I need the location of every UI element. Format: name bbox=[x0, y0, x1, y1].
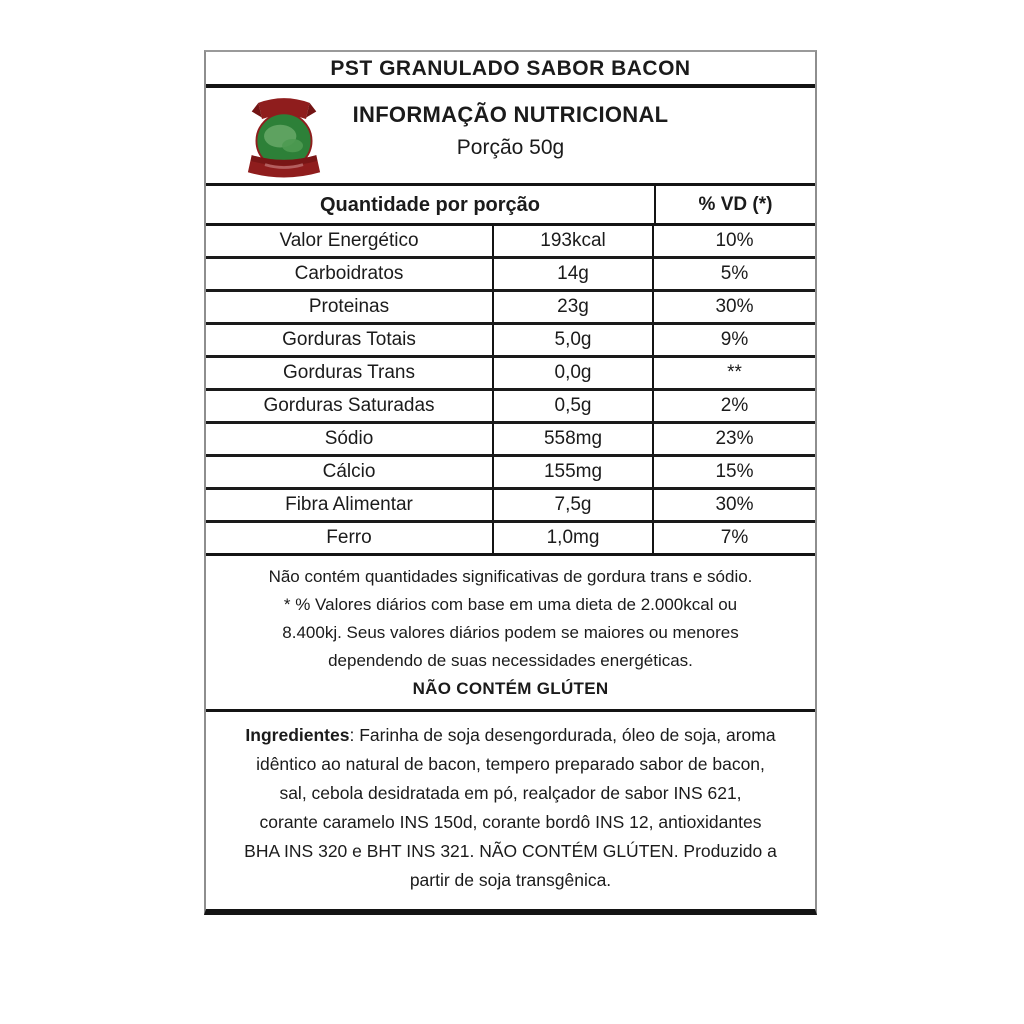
table-row bbox=[206, 490, 815, 523]
gluten-free-statement: NÃO CONTÉM GLÚTEN bbox=[412, 679, 609, 698]
nutrient-amount: 14g bbox=[494, 259, 654, 289]
serving-size: Porção 50g bbox=[456, 136, 565, 159]
ingredients-line: sal, cebola desidratada em pó, realçador de sabor INS 621, bbox=[279, 783, 742, 803]
nutrient-amount: 0,5g bbox=[494, 391, 654, 421]
table-row bbox=[206, 292, 815, 325]
nutrient-amount: 1,0mg bbox=[494, 523, 654, 553]
nutrient-amount: 155mg bbox=[494, 457, 654, 487]
nutrient-dv: 7% bbox=[720, 527, 749, 548]
table-row bbox=[206, 457, 815, 490]
table-row bbox=[206, 391, 815, 424]
nutrient-dv: ** bbox=[727, 362, 742, 383]
footnote-line: 8.400kj. Seus valores diários podem se maiores ou menores bbox=[282, 623, 739, 642]
ingredients-line: BHA INS 320 e BHT INS 321. NÃO CONTÉM GLÚTEN. Produzido a bbox=[244, 841, 777, 861]
nutrient-name: Sódio bbox=[206, 424, 494, 454]
ingredients-label: Ingredientes bbox=[245, 725, 350, 745]
nutrient-amount: 0,0g bbox=[494, 358, 654, 388]
nutrition-table bbox=[206, 186, 815, 556]
table-row bbox=[206, 358, 815, 391]
column-header-dv: % VD (*) bbox=[698, 194, 773, 215]
daily-values-footnote bbox=[206, 556, 815, 712]
nutrient-amount: 7,5g bbox=[494, 490, 654, 520]
nutrient-name: Ferro bbox=[206, 523, 494, 553]
ingredients-text: : Farinha de soja desengordurada, óleo de soja, aroma bbox=[349, 725, 776, 745]
brand-badge-icon bbox=[246, 95, 322, 183]
nutrition-info-title: INFORMAÇÃO NUTRICIONAL bbox=[352, 102, 669, 127]
nutrient-dv: 2% bbox=[720, 395, 749, 416]
product-title: PST GRANULADO SABOR BACON bbox=[206, 52, 815, 88]
nutrient-amount: 558mg bbox=[494, 424, 654, 454]
footnote-line: dependendo de suas necessidades energéticas. bbox=[328, 651, 693, 670]
nutrient-name: Cálcio bbox=[206, 457, 494, 487]
ingredients-line: idêntico ao natural de bacon, tempero preparado sabor de bacon, bbox=[256, 754, 765, 774]
ingredients-line: partir de soja transgênica. bbox=[409, 870, 612, 890]
ingredients-section bbox=[206, 712, 815, 909]
table-row bbox=[206, 325, 815, 358]
nutrient-name: Gorduras Saturadas bbox=[206, 391, 494, 421]
nutrient-name: Fibra Alimentar bbox=[206, 490, 494, 520]
footnote-line: * % Valores diários com base em uma dieta de 2.000kcal ou bbox=[283, 595, 738, 614]
nutrient-dv: 9% bbox=[720, 329, 749, 350]
nutrient-dv: 10% bbox=[715, 230, 754, 251]
nutrition-label bbox=[204, 50, 817, 915]
nutrient-dv: 23% bbox=[715, 428, 754, 449]
nutrient-name: Gorduras Totais bbox=[206, 325, 494, 355]
footnote-line: Não contém quantidades significativas de gordura trans e sódio. bbox=[268, 567, 753, 586]
table-row bbox=[206, 424, 815, 457]
column-header-quantity: Quantidade por porção bbox=[206, 186, 656, 223]
nutrient-amount: 23g bbox=[494, 292, 654, 322]
nutrient-name: Proteinas bbox=[206, 292, 494, 322]
nutrient-amount: 5,0g bbox=[494, 325, 654, 355]
table-row bbox=[206, 226, 815, 259]
table-row bbox=[206, 259, 815, 292]
nutrient-dv: 15% bbox=[715, 461, 754, 482]
nutrient-dv: 30% bbox=[715, 494, 754, 515]
table-header-row bbox=[206, 186, 815, 226]
nutrient-name: Gorduras Trans bbox=[206, 358, 494, 388]
nutrient-name: Valor Energético bbox=[206, 226, 494, 256]
nutrition-info-header bbox=[206, 88, 815, 186]
nutrient-amount: 193kcal bbox=[494, 226, 654, 256]
nutrient-dv: 30% bbox=[715, 296, 754, 317]
nutrient-name: Carboidratos bbox=[206, 259, 494, 289]
nutrient-dv: 5% bbox=[720, 263, 749, 284]
ingredients-line bbox=[212, 721, 809, 750]
table-row bbox=[206, 523, 815, 556]
ingredients-line: corante caramelo INS 150d, corante bordô INS 12, antioxidantes bbox=[259, 812, 762, 832]
